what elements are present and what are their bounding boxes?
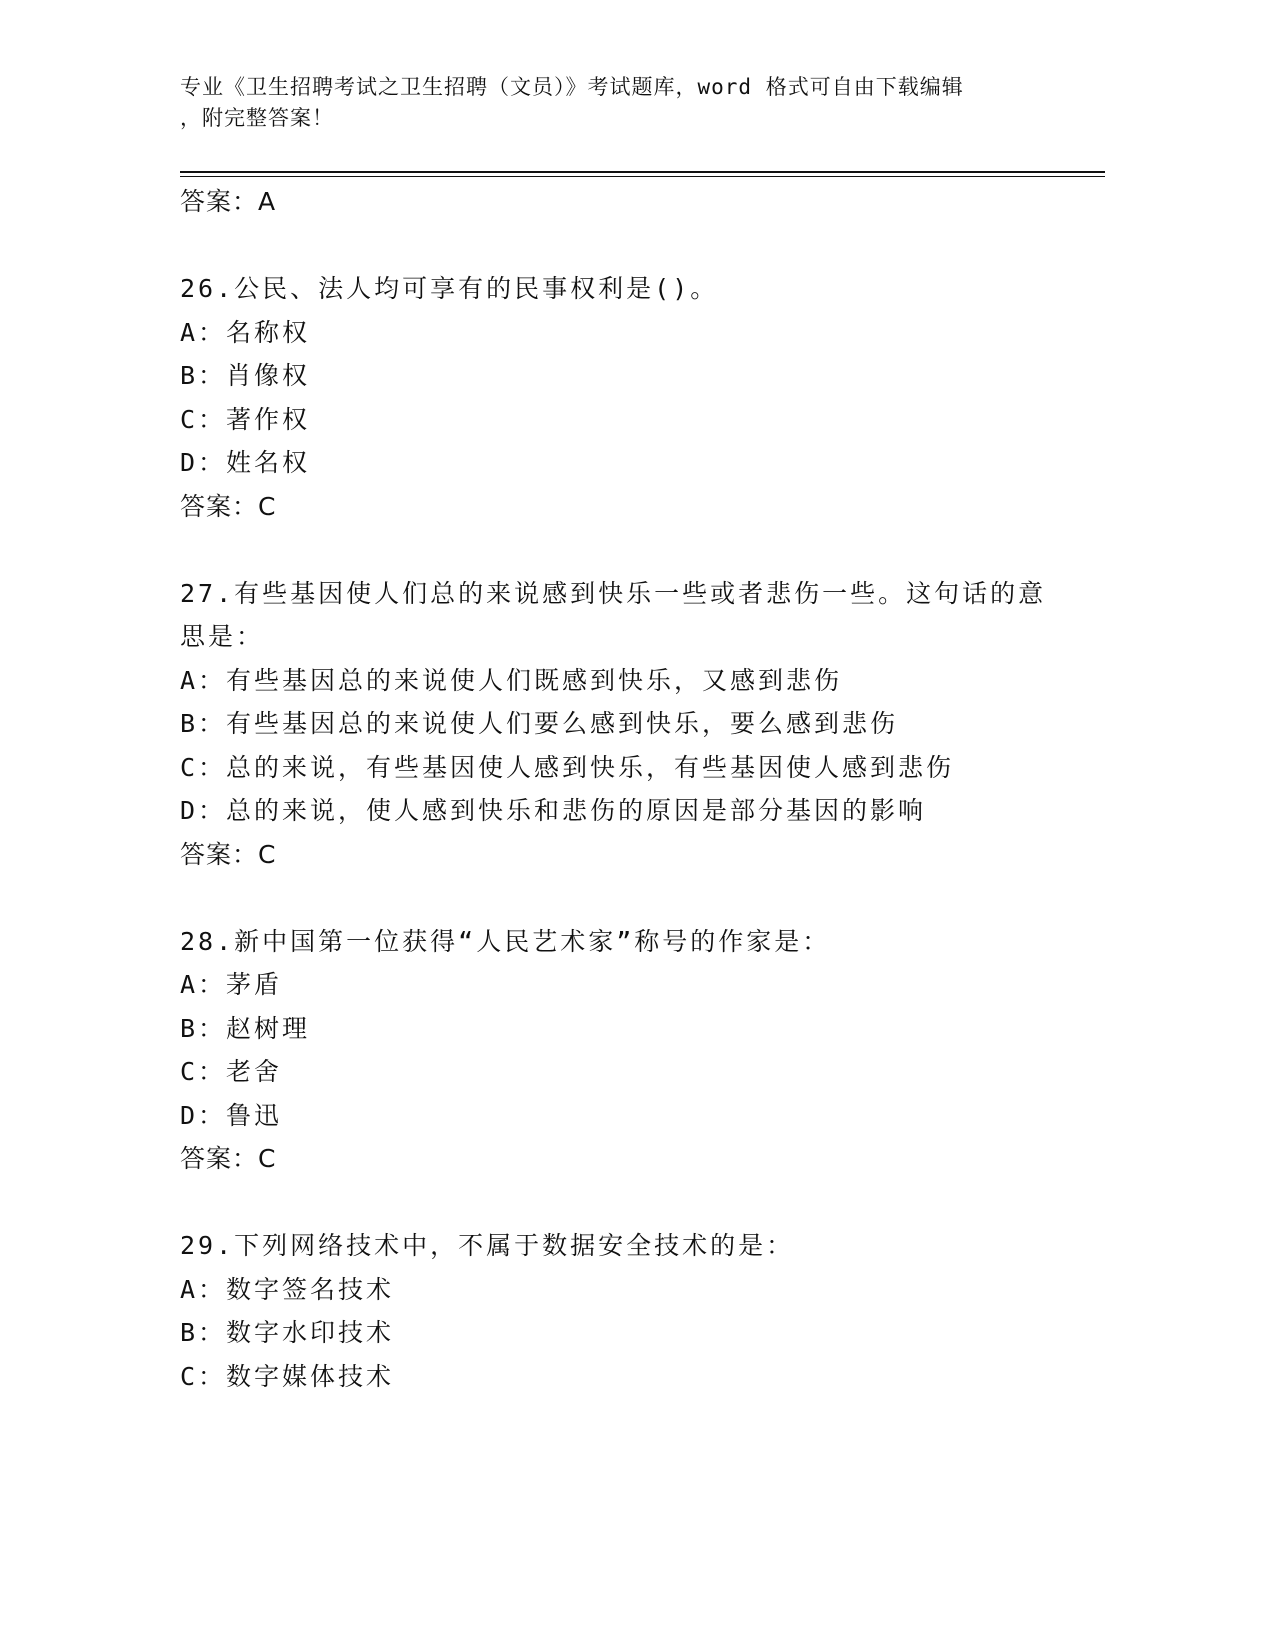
header-divider-thin bbox=[180, 176, 1105, 177]
header-divider bbox=[180, 171, 1105, 173]
option-item: D：姓名权 bbox=[180, 448, 311, 477]
option-item: C：数字媒体技术 bbox=[180, 1361, 395, 1391]
option-item: B：肖像权 bbox=[180, 361, 311, 390]
option-item: C：总的来说，有些基因使人感到快乐，有些基因使人感到悲伤 bbox=[180, 752, 955, 782]
option-item: B：赵树理 bbox=[180, 1013, 311, 1043]
header-line-1: 专业《卫生招聘考试之卫生招聘（文员）》考试题库，word 格式可自由下载编辑 bbox=[180, 75, 964, 99]
option-item: D：总的来说，使人感到快乐和悲伤的原因是部分基因的影响 bbox=[180, 796, 927, 825]
spacer bbox=[180, 876, 1060, 920]
question-stem: 思是： bbox=[180, 622, 265, 651]
spacer bbox=[180, 528, 1060, 572]
answer-line: 答案：C bbox=[180, 1144, 277, 1173]
answer-line: 答案：A bbox=[180, 187, 277, 216]
option-item: A：茅盾 bbox=[180, 970, 283, 999]
option-item: B：数字水印技术 bbox=[180, 1318, 395, 1347]
option-item: D：鲁迅 bbox=[180, 1100, 283, 1130]
option-item: B：有些基因总的来说使人们要么感到快乐，要么感到悲伤 bbox=[180, 709, 899, 738]
option-item: C：老舍 bbox=[180, 1057, 283, 1086]
answer-line: 答案：C bbox=[180, 491, 277, 521]
document-header bbox=[180, 72, 1040, 134]
question-stem: 27.有些基因使人们总的来说感到快乐一些或者悲伤一些。这句话的意 bbox=[180, 578, 1047, 608]
question-list bbox=[180, 180, 1060, 1398]
option-item: A：有些基因总的来说使人们既感到快乐，又感到悲伤 bbox=[180, 665, 843, 695]
question-stem: 28.新中国第一位获得“人民艺术家”称号的作家是： bbox=[180, 926, 831, 956]
option-item: A：数字签名技术 bbox=[180, 1274, 395, 1304]
option-item: A：名称权 bbox=[180, 317, 311, 347]
header-line-2: ，附完整答案！ bbox=[180, 106, 334, 130]
question-stem: 29.下列网络技术中，不属于数据安全技术的是： bbox=[180, 1231, 795, 1260]
question-stem: 26.公民、法人均可享有的民事权利是()。 bbox=[180, 274, 719, 303]
spacer bbox=[180, 224, 1060, 268]
spacer bbox=[180, 1181, 1060, 1225]
option-item: C：著作权 bbox=[180, 404, 311, 434]
answer-line: 答案：C bbox=[180, 839, 277, 869]
